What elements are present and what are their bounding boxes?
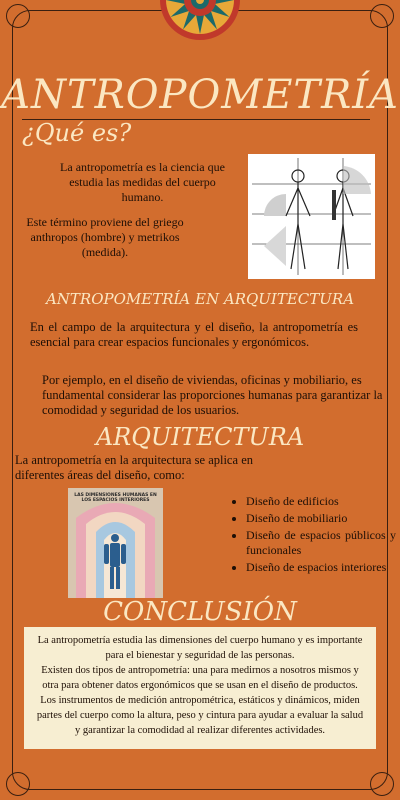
conclusion-box bbox=[24, 627, 376, 749]
architecture-section-heading: ANTROPOMETRÍA EN ARQUITECTURA bbox=[45, 290, 355, 308]
list-item: • Diseño de espacios interiores bbox=[246, 560, 396, 575]
corner-ornament-top-right bbox=[370, 4, 394, 28]
interior-dimensions-book-image bbox=[68, 488, 163, 598]
etymology-text: Este término proviene del griego anthropos (hombre) y metrikos (medida). bbox=[26, 215, 184, 259]
definition-text: La antropometría es la ciencia que estudia las medidas del cuerpo humano. bbox=[60, 160, 225, 204]
page-title: ANTROPOMETRÍA bbox=[1, 72, 399, 118]
anthropometric-diagram-image bbox=[248, 154, 375, 279]
list-item: • Diseño de mobiliario bbox=[246, 511, 396, 526]
list-item: • Diseño de edificios bbox=[246, 494, 396, 509]
intro-heading: ¿Qué es? bbox=[22, 119, 132, 147]
conclusion-heading: CONCLUSIÓN bbox=[103, 597, 297, 627]
corner-ornament-bottom-left bbox=[6, 772, 30, 796]
design-areas-list bbox=[232, 494, 396, 577]
book-cover-caption: LAS DIMENSIONES HUMANAS EN LOS ESPACIOS INTERIORES bbox=[74, 493, 157, 503]
list-item: • Diseño de espacios públicos y funcionales bbox=[246, 528, 396, 558]
arquitectura-intro-text: La antropometría en la arquitectura se aplica en diferentes áreas del diseño, como: bbox=[15, 453, 253, 482]
conclusion-paragraph-2: Existen dos tipos de antropometría: una para medirnos a nosotros mismos y otra para obtener datos ergonómicos que se usan en el diseño de productos. Los instrumentos de medición antropométrica, estáticos y dinámicos, miden partes del cuerpo como la altura, peso y cintura para ayudar a evaluar la salud y garantizar la comodidad al realizar diferentes actividades. bbox=[36, 665, 364, 736]
arquitectura-heading: ARQUITECTURA bbox=[95, 423, 305, 451]
conclusion-paragraph-1: La antropometría estudia las dimensiones del cuerpo humano y es importante para el bienestar y seguridad de las personas. bbox=[37, 635, 363, 661]
corner-ornament-bottom-right bbox=[370, 772, 394, 796]
architecture-paragraph-1: En el campo de la arquitectura y el diseño, la antropometría es esencial para crear espacios funcionales y ergonómicos. bbox=[30, 320, 358, 349]
architecture-paragraph-2: Por ejemplo, en el diseño de viviendas, oficinas y mobiliario, es fundamental considerar las proporciones humanas para garantizar la comodidad y seguridad de los usuarios. bbox=[42, 373, 383, 417]
mandala-ornament bbox=[135, 0, 265, 40]
corner-ornament-top-left bbox=[6, 4, 30, 28]
